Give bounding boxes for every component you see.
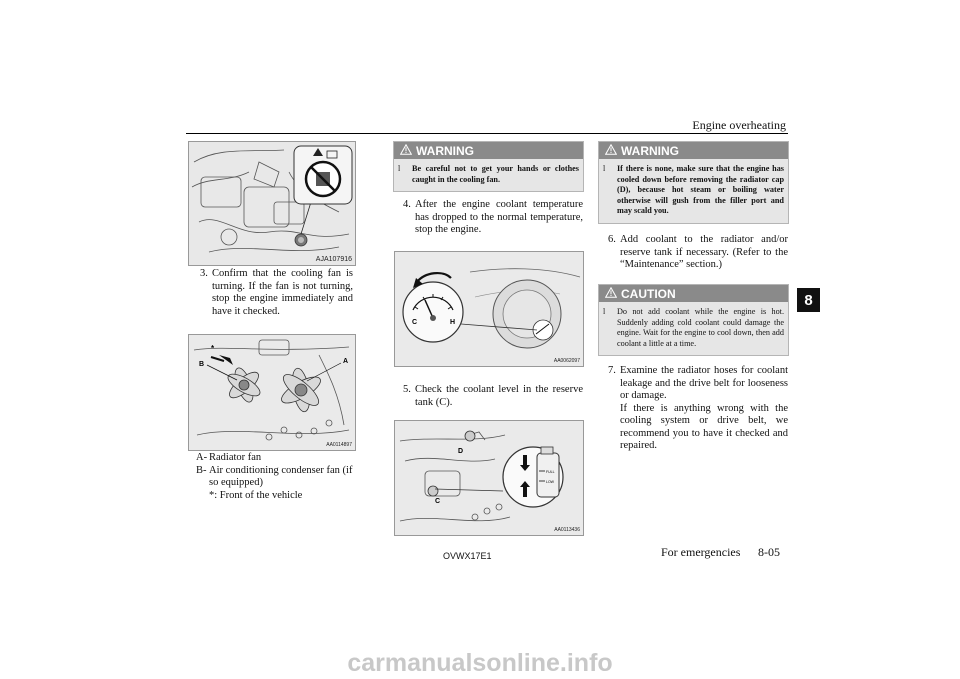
page-header-title: Engine overheating <box>692 118 786 132</box>
reserve-tank-figure <box>394 420 584 536</box>
tank-label-d: D <box>458 448 464 455</box>
engine-bay-illustration <box>189 142 355 265</box>
caution-triangle-icon <box>605 287 617 301</box>
document-code: OVWX17E1 <box>443 551 492 561</box>
star-label: * <box>211 344 215 353</box>
step-number: 7. <box>608 365 616 376</box>
figure-code: AA0062097 <box>553 358 580 364</box>
footer-section: For emergencies <box>661 545 741 559</box>
step-text: Add coolant to the radiator and/or reserve tank if necessary. (Refer to the “Maintenance” section.) <box>620 234 788 270</box>
fan-check-figure <box>188 141 356 266</box>
gauge-magnified-circle <box>403 282 463 342</box>
label-b: B <box>199 361 205 368</box>
watermark: carmanualsonline.info <box>347 649 613 677</box>
caution-box <box>598 284 789 356</box>
warning-text: If there is none, make sure that the engine has cooled down before removing the radiator cap (D), because hot steam or boiling water otherwise will gush from the filler port and may scald you. <box>617 164 784 216</box>
legend-item-b: B- Air conditioning condenser fan (if so equipped) <box>196 464 353 488</box>
step-text-continued: If there is anything wrong with the cooling system or drive belt, we recommend you to have it checked and repaired. <box>620 402 788 451</box>
step-number: 5. <box>403 384 411 395</box>
tank-label-c: C <box>435 498 441 505</box>
temperature-gauge-illustration <box>395 252 583 366</box>
chapter-tab[interactable]: 8 <box>797 288 820 312</box>
step-7 <box>608 365 788 453</box>
label-a: A <box>343 358 349 365</box>
warning-box-fan <box>393 141 584 192</box>
warning-header <box>599 142 788 159</box>
step-number: 3. <box>200 268 208 279</box>
step-text: Examine the radiator hoses for coolant leakage and the drive belt for looseness or damage. <box>620 365 788 401</box>
svg-text:FULL: FULL <box>546 470 555 474</box>
step-text: Check the coolant level in the reserve tank (C). <box>415 384 583 408</box>
warning-title: WARNING <box>621 143 679 158</box>
caution-text: Do not add coolant while the engine is hot. Suddenly adding cold coolant could damage the engine. Wait for the engine to cool down, then add coolant a little at a time. <box>617 307 784 348</box>
caution-title: CAUTION <box>621 286 676 301</box>
step-text: After the engine coolant temperature has dropped to the normal temperature, stop the engine. <box>415 199 583 235</box>
gauge-figure <box>394 251 584 367</box>
page-number: 8-05 <box>758 545 780 559</box>
caution-header <box>599 285 788 302</box>
warning-triangle-icon <box>605 144 617 158</box>
gauge-label-h: H <box>450 319 456 326</box>
step-4 <box>403 199 583 237</box>
svg-text:LOW: LOW <box>546 480 554 484</box>
figure-code: AJA107916 <box>315 256 352 263</box>
fans-figure <box>188 334 356 451</box>
figure-code: AA0113436 <box>554 527 580 533</box>
warning-box-radiator-cap <box>598 141 789 224</box>
step-number: 4. <box>403 199 411 210</box>
reserve-tank-illustration <box>395 421 583 535</box>
bullet-marker: l <box>603 164 606 173</box>
header-rule <box>186 133 788 134</box>
step-text: Confirm that the cooling fan is turning. If the fan is not turning, stop the engine immediately and have it checked. <box>212 268 353 317</box>
step-number: 6. <box>608 234 616 245</box>
bullet-marker: l <box>603 307 606 316</box>
step-6 <box>608 234 788 272</box>
cooling-fans-illustration <box>189 335 355 450</box>
bullet-marker: l <box>398 164 401 173</box>
gauge-label-c: C <box>412 319 418 326</box>
warning-header <box>394 142 583 159</box>
step-3 <box>200 268 353 318</box>
fans-legend <box>196 452 356 502</box>
figure-code: AA0114897 <box>326 442 352 448</box>
step-5 <box>403 384 583 409</box>
legend-item-star: *: Front of the vehicle <box>209 489 303 501</box>
warning-text: Be careful not to get your hands or clothes caught in the cooling fan. <box>412 164 579 184</box>
warning-triangle-icon <box>400 144 412 158</box>
legend-item-a: A- Radiator fan <box>196 452 262 463</box>
warning-title: WARNING <box>416 143 474 158</box>
